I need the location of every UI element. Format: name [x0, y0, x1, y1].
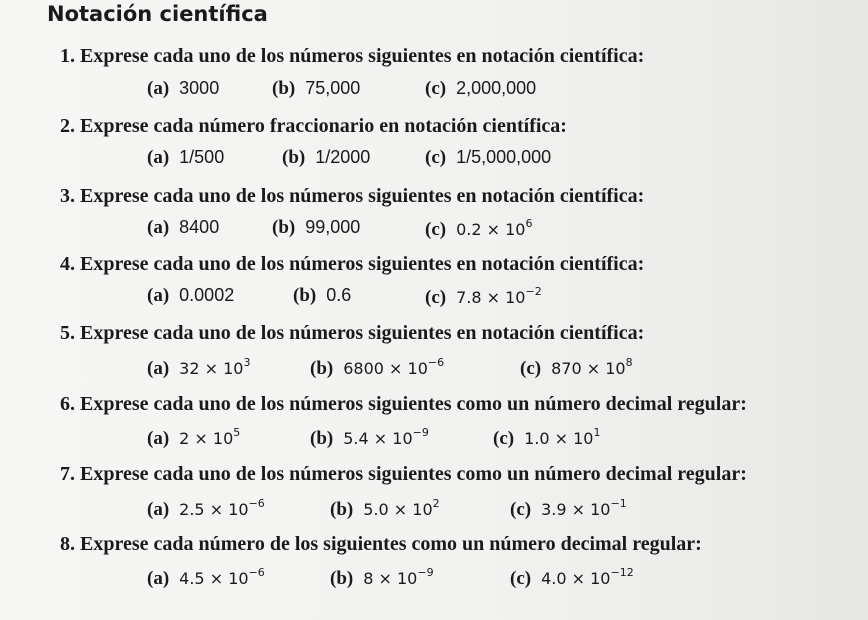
item-value: 99,000	[305, 217, 361, 237]
answer-item	[147, 78, 219, 100]
scientific-expression	[343, 356, 445, 378]
answer-item	[310, 426, 429, 450]
scientific-expression	[343, 426, 429, 448]
question-8	[60, 533, 702, 556]
question-text: Exprese cada número fraccionario en notación científica:	[80, 115, 567, 137]
item-label: (c)	[425, 287, 447, 308]
question-2	[60, 115, 567, 138]
times-sign: × 10	[581, 359, 626, 378]
item-value: 0.0002	[179, 285, 235, 305]
times-sign: × 10	[204, 569, 249, 588]
item-label: (c)	[425, 147, 447, 168]
question-number: 6.	[60, 393, 80, 415]
scientific-expression	[363, 566, 434, 588]
item-label: (b)	[282, 147, 306, 168]
answer-item	[493, 426, 600, 450]
item-label: (a)	[147, 358, 170, 379]
exponent: −2	[525, 285, 542, 298]
item-label: (a)	[147, 568, 170, 589]
answer-item	[310, 356, 444, 380]
item-label: (b)	[293, 285, 317, 306]
question-number: 7.	[60, 463, 80, 485]
question-4	[60, 253, 644, 276]
item-label: (b)	[310, 358, 334, 379]
item-label: (a)	[147, 217, 170, 238]
answer-item	[510, 497, 627, 521]
item-label: (c)	[425, 78, 447, 99]
page-title: Notación científica	[47, 2, 268, 26]
exponent: 5	[233, 426, 241, 439]
question-5	[60, 322, 644, 345]
times-sign: × 10	[204, 500, 249, 519]
mantissa: 2.5	[179, 500, 205, 519]
scientific-expression	[551, 356, 633, 378]
answer-item	[282, 147, 370, 169]
answer-item	[272, 217, 360, 239]
times-sign: × 10	[199, 359, 244, 378]
item-value: 3000	[179, 78, 220, 98]
item-label: (a)	[147, 285, 170, 306]
question-7	[60, 463, 747, 486]
answer-item	[425, 217, 532, 241]
exponent: −1	[610, 497, 627, 510]
scientific-expression	[541, 497, 627, 519]
answer-item	[330, 566, 434, 590]
question-text: Exprese cada uno de los números siguientes como un número decimal regular:	[80, 393, 747, 415]
exponent: −9	[412, 426, 429, 439]
mantissa: 4.5	[179, 569, 205, 588]
item-value: 8400	[179, 217, 220, 237]
question-number: 1.	[60, 45, 80, 67]
question-text: Exprese cada número de los siguientes como un número decimal regular:	[80, 533, 702, 555]
item-label: (c)	[520, 358, 542, 379]
mantissa: 32	[179, 359, 200, 378]
times-sign: × 10	[383, 359, 428, 378]
mantissa: 0.2	[456, 220, 482, 239]
times-sign: × 10	[368, 429, 413, 448]
mantissa: 6800	[343, 359, 384, 378]
item-label: (b)	[330, 568, 354, 589]
scientific-expression	[363, 497, 440, 519]
exponent: 2	[432, 497, 440, 510]
exponent: 8	[625, 356, 633, 369]
answer-item	[272, 78, 360, 100]
question-text: Exprese cada uno de los números siguientes como un número decimal regular:	[80, 463, 747, 485]
times-sign: × 10	[388, 500, 433, 519]
mantissa: 2	[179, 429, 190, 448]
answer-item	[147, 356, 250, 380]
question-1	[60, 45, 644, 68]
exponent: −6	[248, 497, 265, 510]
exponent: 6	[525, 217, 533, 230]
mantissa: 5.0	[363, 500, 389, 519]
exponent: −9	[417, 566, 434, 579]
scientific-expression	[456, 285, 542, 307]
times-sign: × 10	[373, 569, 418, 588]
exponent: −12	[610, 566, 634, 579]
mantissa: 5.4	[343, 429, 369, 448]
question-text: Exprese cada uno de los números siguientes en notación científica:	[80, 185, 645, 207]
exponent: −6	[248, 566, 265, 579]
scientific-expression	[179, 497, 265, 519]
item-label: (a)	[147, 147, 170, 168]
scientific-expression	[179, 566, 265, 588]
answer-item	[147, 217, 219, 239]
item-label: (b)	[310, 428, 334, 449]
exponent: 1	[593, 426, 601, 439]
scientific-expression	[456, 217, 533, 239]
times-sign: × 10	[566, 569, 611, 588]
item-label: (c)	[510, 568, 532, 589]
answer-item	[147, 426, 240, 450]
scientific-expression	[541, 566, 634, 588]
item-value: 75,000	[305, 78, 361, 98]
item-value: 1/2000	[315, 147, 371, 167]
scientific-expression	[179, 426, 241, 448]
question-text: Exprese cada uno de los números siguientes en notación científica:	[80, 253, 645, 275]
item-label: (b)	[330, 499, 354, 520]
question-number: 5.	[60, 322, 80, 344]
exponent: −6	[427, 356, 445, 369]
item-label: (a)	[147, 428, 170, 449]
question-number: 8.	[60, 533, 80, 555]
mantissa: 7.8	[456, 288, 482, 307]
answer-item	[425, 147, 551, 169]
answer-item	[425, 78, 536, 100]
times-sign: × 10	[481, 220, 526, 239]
mantissa: 8	[363, 569, 374, 588]
mantissa: 870	[551, 359, 582, 378]
item-label: (c)	[510, 499, 532, 520]
times-sign: × 10	[481, 288, 526, 307]
question-number: 3.	[60, 185, 80, 207]
times-sign: × 10	[566, 500, 611, 519]
question-number: 2.	[60, 115, 80, 137]
item-label: (c)	[425, 219, 447, 240]
answer-item	[147, 566, 265, 590]
mantissa: 3.9	[541, 500, 567, 519]
answer-item	[293, 285, 351, 307]
times-sign: × 10	[189, 429, 234, 448]
answer-item	[510, 566, 634, 590]
item-label: (c)	[493, 428, 515, 449]
question-6	[60, 393, 747, 416]
item-label: (b)	[272, 78, 296, 99]
scientific-expression	[524, 426, 601, 448]
item-label: (a)	[147, 78, 170, 99]
question-number: 4.	[60, 253, 80, 275]
times-sign: × 10	[549, 429, 594, 448]
question-text: Exprese cada uno de los números siguientes en notación científica:	[80, 45, 645, 67]
item-value: 2,000,000	[456, 78, 537, 98]
answer-item	[425, 285, 542, 309]
mantissa: 4.0	[541, 569, 567, 588]
question-3	[60, 185, 644, 208]
item-value: 0.6	[326, 285, 352, 305]
scientific-expression	[179, 356, 251, 378]
answer-item	[520, 356, 633, 380]
question-text: Exprese cada uno de los números siguientes en notación científica:	[80, 322, 645, 344]
answer-item	[147, 285, 234, 307]
exponent: 3	[243, 356, 251, 369]
answer-item	[147, 147, 224, 169]
mantissa: 1.0	[524, 429, 550, 448]
item-label: (a)	[147, 499, 170, 520]
answer-item	[330, 497, 440, 521]
item-label: (b)	[272, 217, 296, 238]
item-value: 1/500	[179, 147, 225, 167]
item-value: 1/5,000,000	[456, 147, 552, 167]
answer-item	[147, 497, 265, 521]
